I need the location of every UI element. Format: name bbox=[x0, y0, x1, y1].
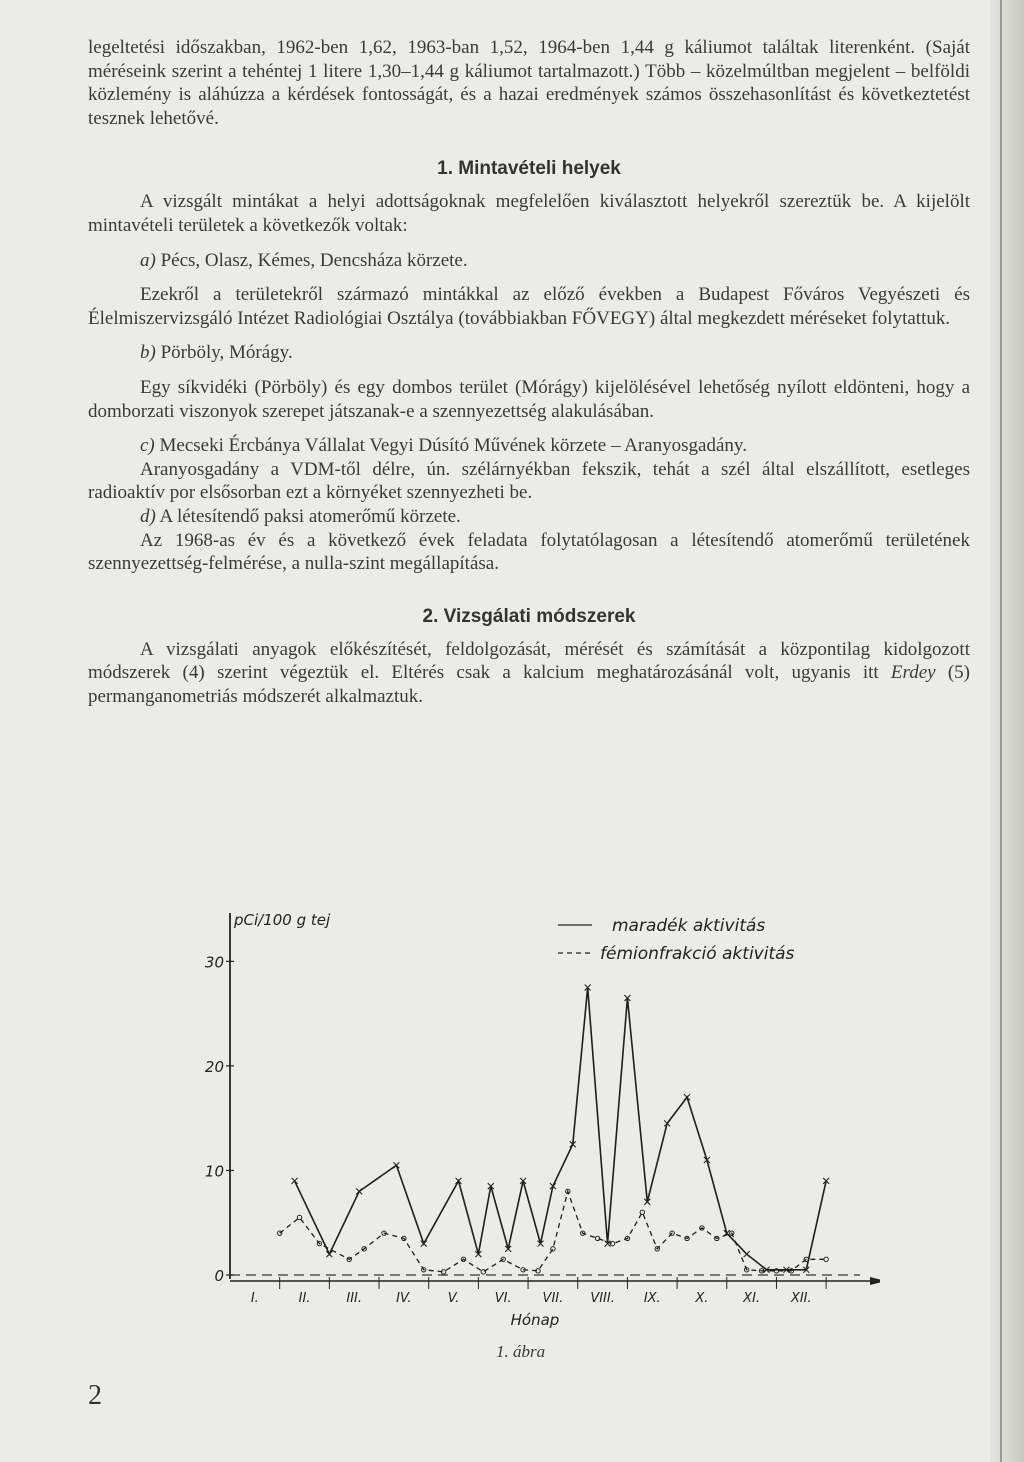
section-1-paragraph-2: Ezekről a területekről származó mintákkal az előző években a Budapest Főváros Vegyészeti és Élelmiszervizsgáló Intézet Radiológiai Osztálya (továbbiakban FŐVEGY) által megkezdett méréseket folytattuk. bbox=[88, 284, 970, 329]
data-point-maradek bbox=[356, 1188, 362, 1194]
list-label-a: a) bbox=[140, 249, 156, 271]
data-point-femion bbox=[551, 1247, 555, 1251]
data-point-maradek bbox=[292, 1178, 298, 1184]
cited-author: Erdey bbox=[890, 662, 936, 684]
x-tick-label: IX. bbox=[643, 1291, 661, 1306]
x-tick-label: III. bbox=[346, 1291, 363, 1306]
x-tick-label: XII. bbox=[790, 1291, 812, 1306]
figure-caption: 1. ábra bbox=[496, 1342, 546, 1361]
list-label-c: c) bbox=[140, 435, 155, 457]
list-item-b bbox=[88, 341, 970, 365]
page-edge-line bbox=[1000, 0, 1002, 1462]
section-1-paragraph-1: A vizsgált mintákat a helyi adottságoknak megfelelően kiválasztott helyekről szereztük be. A kijelölt mintavételi területek a következők voltak: bbox=[88, 191, 970, 236]
x-tick-label: VII. bbox=[542, 1291, 564, 1306]
x-tick-label: VIII. bbox=[590, 1291, 615, 1306]
series-line-femion bbox=[280, 1191, 826, 1272]
y-tick-label: 30 bbox=[204, 953, 224, 972]
x-tick-label: XI. bbox=[743, 1291, 761, 1306]
series-line-maradek bbox=[295, 988, 827, 1270]
section-1-paragraph-3: Egy síkvidéki (Pörböly) és egy dombos terület (Mórágy) kijelölésével lehetőség nyílott eldönteni, hogy a domborzati viszonyok szerepet játszanak-e a szennyezettség alakulásában. bbox=[88, 376, 970, 422]
data-point-femion bbox=[277, 1231, 281, 1235]
data-point-femion bbox=[297, 1215, 301, 1219]
y-tick-label: 0 bbox=[214, 1267, 224, 1285]
data-point-maradek bbox=[744, 1251, 750, 1257]
section-1-paragraph-4: Aranyosgadány a VDM-től délre, ún. szélárnyékban fekszik, tehát a szél által elszállított, esetleges radioaktív por elsősorban ezt a környéket szennyezheti be. bbox=[88, 458, 970, 504]
data-point-femion bbox=[481, 1270, 485, 1274]
list-text-a: Pécs, Olasz, Kémes, Dencsháza körzete. bbox=[160, 249, 468, 271]
page-number: 2 bbox=[88, 1380, 102, 1411]
data-point-femion bbox=[640, 1210, 644, 1214]
intro-paragraph: legeltetési időszakban, 1962-ben 1,62, 1963-ban 1,52, 1964-ben 1,44 g káliumot találtak literenként. (Saját méréseink szerint a tehéntej 1 litere 1,30–1,44 g káliumot tartalmazott.) Több – közelmúltban megjelent – belföldi közlemény is aláhúzza a kérdések fontosságát, és a hazai eredmények számos összehasonlítást és következtetést tesznek lehetővé. bbox=[88, 37, 970, 129]
list-text-d: A létesítendő paksi atomerőmű körzete. bbox=[159, 505, 461, 527]
list-item-c bbox=[88, 434, 970, 458]
data-point-maradek bbox=[326, 1251, 332, 1257]
list-item-d bbox=[88, 505, 970, 529]
section-2-text-b: (5) permanganometriás módszerét alkalmaztuk. bbox=[88, 662, 971, 707]
legend-label-femion: fémionfrakció aktivitás bbox=[600, 944, 795, 964]
data-point-femion bbox=[824, 1257, 828, 1261]
list-text-c: Mecseki Ércbánya Vállalat Vegyi Dúsító Művének körzete – Aranyosgadány. bbox=[159, 435, 747, 457]
legend-label-maradek: maradék aktivitás bbox=[612, 916, 766, 936]
x-tick-label: X. bbox=[695, 1291, 709, 1306]
page-content bbox=[88, 36, 970, 708]
x-tick-label: IV. bbox=[396, 1291, 412, 1306]
section-2-heading: 2. Vizsgálati módszerek bbox=[422, 605, 636, 627]
section-2-text-a: A vizsgálati anyagok előkészítését, feldolgozását, mérését és számítását a központilag kidolgozott módszerek (4) szerint végeztük el. Eltérés csak a kalcium meghatározásánál volt, ugyanis itt bbox=[88, 638, 970, 684]
list-label-b: b) bbox=[140, 342, 156, 364]
x-tick-label: VI. bbox=[494, 1291, 512, 1306]
x-axis-label: Hónap bbox=[510, 1311, 560, 1329]
x-tick-label: V. bbox=[447, 1291, 460, 1306]
section-2-paragraph-1 bbox=[88, 638, 970, 709]
y-axis-label: pCi/100 g tej bbox=[234, 911, 331, 929]
y-tick-label: 20 bbox=[204, 1057, 224, 1076]
list-text-b: Pörböly, Mórágy. bbox=[160, 342, 293, 364]
x-axis-arrow bbox=[870, 1277, 880, 1285]
list-item-a bbox=[88, 249, 970, 273]
section-1-heading: 1. Mintavételi helyek bbox=[437, 158, 621, 180]
list-label-d: d) bbox=[140, 505, 156, 527]
y-tick-label: 10 bbox=[204, 1162, 224, 1181]
x-tick-label: I. bbox=[250, 1291, 259, 1306]
section-1-paragraph-5: Az 1968-as év és a következő évek feladata folytatólagosan a létesítendő atomerőmű területének szennyezettség-felmérése, a nulla-szint megállapítása. bbox=[88, 529, 970, 575]
x-tick-label: II. bbox=[298, 1291, 311, 1306]
activity-line-chart bbox=[180, 905, 880, 1335]
page-edge-shadow bbox=[990, 0, 1024, 1462]
